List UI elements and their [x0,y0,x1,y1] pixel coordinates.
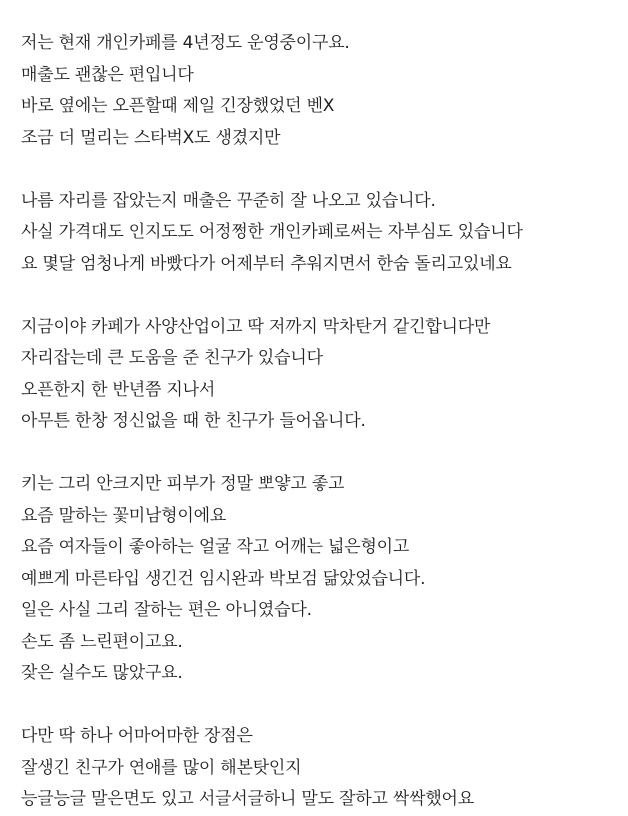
text-line: 잦은 실수도 많았구요. [21,663,183,683]
text-line: 오픈한지 한 반년쯤 지나서 [21,379,216,400]
text-line: 키는 그리 안크지만 피부가 정말 뽀얗고 좋고 [21,474,345,494]
text-line: 매출도 괜찮은 편입니다 [21,64,194,85]
text-line: 사실 가격대도 인지도도 어정쩡한 개인카페로써는 자부심도 있습니다 [21,222,523,242]
paragraph [21,28,621,154]
text-line: 지금이야 카페가 사양산업이고 딱 저까지 막차탄거 같긴합니다만 [21,316,491,337]
paragraph [21,186,621,281]
text-line: 일은 사실 그리 잘하는 편은 아니였습다. [21,600,312,620]
text-line: 손도 좀 느린편이고요. [21,631,183,652]
text-line: 바로 옆에는 오픈할때 제일 긴장했었던 벤X [21,96,335,116]
text-line: 다만 딱 하나 어마어마한 장점은 [21,726,253,746]
paragraph [21,469,621,690]
text-line: 예쁘게 마른타입 생긴건 임시완과 박보검 닮았었습니다. [21,568,426,589]
text-line: 아무튼 한창 정신없을 때 한 친구가 들어옵니다. [21,411,366,431]
paragraph-gap [21,690,621,722]
text-line: 자리잡는데 큰 도움을 준 친구가 있습니다 [21,348,323,368]
text-line: 능글능글 말은면도 있고 서글서글하니 말도 잘하고 싹싹했어요 [21,789,474,809]
paragraph-gap [21,438,621,470]
text-line: 요 몇달 엄청나게 바빴다가 어제부터 추워지면서 한숨 돌리고있네요 [21,253,512,274]
paragraph [21,721,621,816]
paragraph-gap [21,280,621,312]
paragraph-gap [21,154,621,186]
text-line: 조금 더 멀리는 스타벅X도 생겼지만 [21,127,281,148]
paragraph [21,312,621,438]
text-line: 요즘 여자들이 좋아하는 얼굴 작고 어깨는 넓은형이고 [21,537,410,557]
text-line: 요즘 말하는 꽃미남형이에요 [21,505,227,526]
text-line: 저는 현재 개인카페를 4년정도 운영중이구요. [21,33,350,53]
text-line: 나름 자리를 잡았는지 매출은 꾸준히 잘 나오고 있습니다. [21,190,436,211]
text-line: 잘생긴 친구가 연애를 많이 해본탓인지 [21,757,302,778]
post-body [21,28,621,816]
